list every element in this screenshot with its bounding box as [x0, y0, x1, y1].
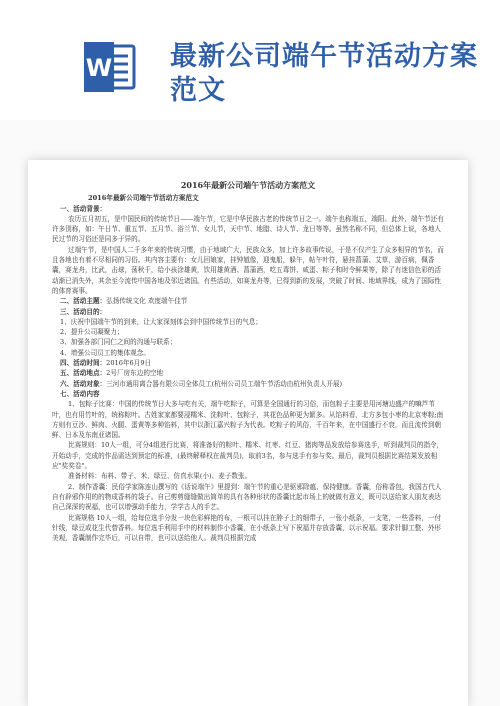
- section-label: 六、活动对象：: [60, 379, 107, 388]
- document-page: [28, 160, 468, 706]
- section-heading: 七、活动内容: [60, 389, 100, 398]
- document-subtitle: 2016年最新公司端午节活动方案范文: [88, 194, 199, 203]
- section-value: 弘扬传统文化 欢度端午佳节: [106, 297, 188, 306]
- section-label: 四、活动时间：: [60, 359, 107, 368]
- paragraph: 比赛规格 10人一组，给每位选手分发一块色彩鲜艳的布，一根可以挂在脖子上的细带子，一张小纸条，一支笔，一些香料，一付针线，绿豆或花生代替香料。每位选手利用手中的材料制作小香囊，在小纸条上写下祝福并存放香囊，以示祝福。要求针脚工整、外形美观，香囊制作完毕后，可以自带，也可以送给他人。裁判员根据完成: [52, 513, 442, 543]
- section-label: 二、活动主题：: [60, 297, 107, 306]
- list-item: 3、加强各部门同仁之间的沟通与联系；: [60, 338, 177, 347]
- list-item: 1、庆祝中国端午节的到来，让大家深刻体会到中国传统节日的气息；: [60, 317, 263, 326]
- paragraph: 准备材料：布料、带子、米、绿豆、仿真水果(小)、麦子数张。: [68, 472, 252, 481]
- section-heading: [52, 358, 444, 368]
- word-document-icon: [82, 40, 138, 94]
- header: [0, 0, 500, 120]
- section-heading: 一、活动背景：: [60, 204, 107, 213]
- paragraph: 农历五月初五，是中国民间的传统节日——端午节，它是中华民族古老的传统节日之一。端午也称端五，端阳。此外，端午节还有许多别称，如：午日节、重五节、五月节、浴兰节、女儿节，天中节、地腊、诗人节、龙日等等。虽然名称不同，但总体上说，各地人民过节的习俗还是同多于异的。: [52, 214, 444, 244]
- paragraph: 过端午节，是中国人二千多年来的传统习惯，由于地域广大，民族众多，加上许多故事传说，于是不仅产生了众多相异的节名，而且各地也有着不尽相同的习俗。其内容主要有：女儿回娘家，挂钟馗像，迎鬼船，躲午，帖午叶符，悬挂菖蒲、艾草，游百病，佩香囊，赛龙舟，比武，击球，荡秋千，给小孩涂雄黄，饮用雄黄酒、菖蒲酒，吃五毒饼、咸蛋、粽子和时令鲜果等，除了有迷信色彩的活动渐已消失外，其余至今流传中国各地及邻近诸国。有些活动，如赛龙舟等，已得到新的发展，突破了时间、地域界线，成为了国际性的体育赛事。: [52, 245, 444, 295]
- section-label: 五、活动地点：: [60, 369, 107, 378]
- section-heading: [52, 368, 444, 378]
- svg-text:W: W: [85, 54, 113, 82]
- section-heading: 三、活动目的：: [60, 307, 107, 316]
- document-body: [52, 180, 444, 543]
- list-item: 2、提升公司凝聚力；: [60, 328, 124, 337]
- section-heading: [52, 379, 444, 389]
- page-title: 最新公司端午节活动方案范文: [170, 41, 478, 106]
- paragraph: 1、包粽子比赛：中国的传统节日大多与吃有关，端午吃粽子，可算是全国通行的习俗，而包粽子主要是用河塘边盛产的嘛芦苇叶，也有用竹叶的，统称粽叶。古姓家家都要浸糯米、洗粽叶、包粽子，其花色品种更为繁多。从馅料看，北方多包小枣的北京枣粽;南方则有豆沙、鲜肉、火腿、蛋黄等多种馅料，其中以浙江嘉兴粽子为代表。吃粽子的风俗，千百年来，在中国盛行不衰，而且流传到朝鲜、日本及东南亚诸国。: [52, 400, 444, 440]
- section-heading: [52, 296, 444, 306]
- list-item: 4、增强公司员工的集体观念。: [60, 348, 150, 357]
- paragraph: 2、制作香囊：民俗学家陈连山撰写的《话说端午》里提到：端午节的重心是驱邪除瘟、保持健康。香囊，俗称香包，我国古代人自有辟邪作用的的物成香料的袋子。自己剪剪缝缝做出简单的具有各种形状的香囊比起市场上的就做有意义，既可以送给家人朋友表达自己深深的祝福，也可以增强动手能力，学学古人的手艺。: [52, 482, 442, 512]
- section-value: 2016年6月9日: [106, 359, 152, 368]
- paragraph: 比赛规则：10人一组，可分4组进行比赛，将准备好的粽叶、糯米、红枣、红豆、猪肉等品发放给参赛选手，听到裁判员的指令，开始动手，完成的作品需达到预定的标准，(最终解释权在裁判员)，取前3名，参与选手有参与奖。最后，裁判员根据比赛结果发放相应"奖奖卷"。: [52, 441, 444, 471]
- section-value: 三河市通用离合器有限公司全体员工(杭州公司员工端午节活动由杭州负责人开展): [106, 379, 343, 388]
- section-value: 2号厂房东边的空地: [106, 369, 164, 378]
- document-title: 2016年最新公司端午节活动方案范文: [180, 180, 316, 190]
